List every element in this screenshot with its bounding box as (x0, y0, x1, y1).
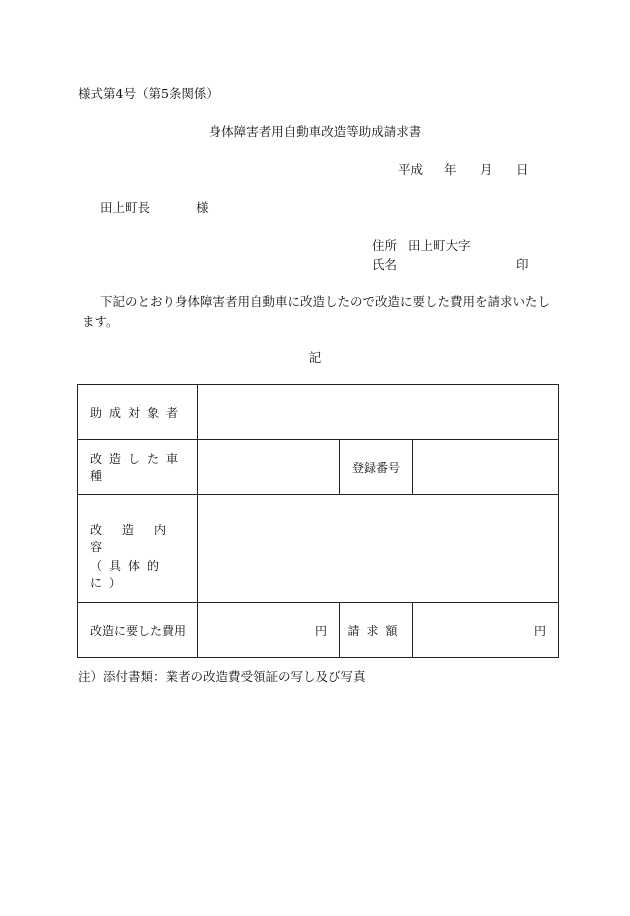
registration-field[interactable] (413, 440, 559, 495)
name-label: 氏名 (372, 257, 398, 272)
applicant-name (372, 255, 529, 273)
claim-unit: 円 (534, 623, 547, 638)
date-year: 年 (444, 162, 457, 177)
applicant-address (372, 236, 471, 254)
body-text: 下記のとおり身体障害者用自動車に改造したので改造に要した費用を請求いたします。 (82, 294, 551, 329)
attachment-note: 注）添付書類：業者の改造費受領証の写し及び写真 (78, 669, 366, 684)
form-number: 様式第4号（第5条関係） (78, 86, 219, 101)
details-label-line2: （具体的に） (90, 558, 167, 590)
addressee (100, 198, 209, 216)
row-details (78, 495, 559, 603)
address-label: 住所 (372, 238, 398, 253)
seal-mark: 印 (516, 257, 529, 272)
vehicle-label: 改造した車種 (78, 440, 198, 495)
subject-label: 助成対象者 (78, 385, 198, 440)
registration-label: 登録番号 (340, 440, 413, 495)
details-label-line1: 改造内容 (90, 522, 187, 554)
cost-field[interactable] (198, 603, 340, 658)
addressee-name: 田上町長 (100, 200, 151, 215)
vehicle-field[interactable] (198, 440, 340, 495)
request-table (77, 384, 559, 658)
claim-label: 請求額 (340, 603, 413, 658)
subject-field[interactable] (198, 385, 559, 440)
date-day: 日 (516, 162, 529, 177)
details-label (78, 495, 198, 603)
details-field[interactable] (198, 495, 559, 603)
document-title: 身体障害者用自動車改造等助成請求書 (208, 124, 422, 139)
row-cost (78, 603, 559, 658)
claim-field[interactable] (413, 603, 559, 658)
address-value: 田上町大字 (408, 238, 471, 253)
row-subject (78, 385, 559, 440)
row-vehicle (78, 440, 559, 495)
cost-label: 改造に要した費用 (78, 603, 198, 658)
ki-heading: 記 (308, 350, 322, 365)
cost-unit: 円 (314, 623, 327, 638)
date-month: 月 (480, 162, 493, 177)
addressee-honorific: 様 (196, 200, 209, 215)
date-line (398, 160, 529, 178)
date-era: 平成 (398, 162, 424, 177)
